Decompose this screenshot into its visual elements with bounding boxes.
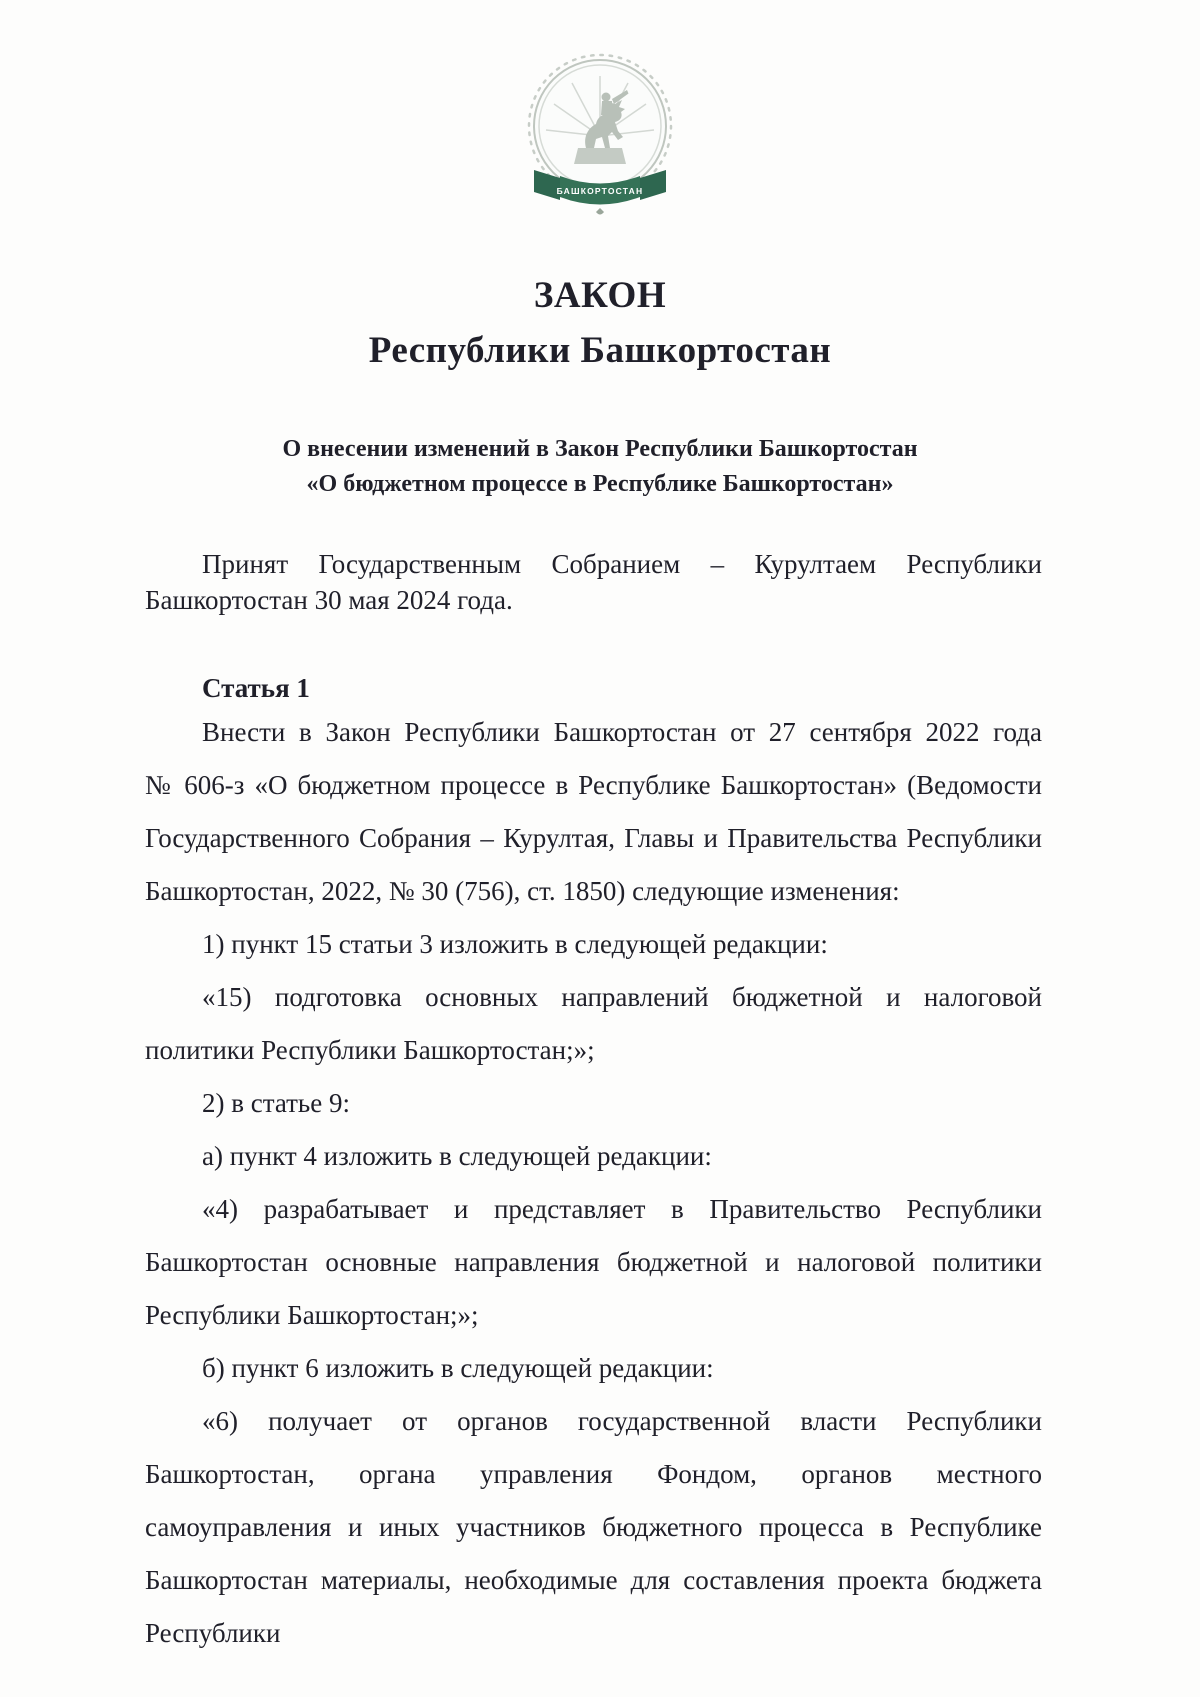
body-paragraph: Внести в Закон Республики Башкортостан от 27 сентября 2022 года № 606-з «О бюджетном процессе в Республике Башкортостан» (Ведомости Государственного Собрания – Курултая, Главы и Правительства Республики Башкортостан, 2022, № 30 (756), ст. 1850) следующие изменения: <box>145 717 1042 906</box>
body-paragraph: «15) подготовка основных направлений бюджетной и налоговой политики Республики Башкортостан;»; <box>145 982 1042 1065</box>
article-1-heading: Статья 1 <box>202 673 310 703</box>
body-paragraph: б) пункт 6 изложить в следующей редакции: <box>202 1353 714 1383</box>
body-paragraph: «6) получает от органов государственной власти Республики Башкортостан, органа управления Фондом, органов местного самоуправления и иных участников бюджетного процесса в Республике Башкортостан материалы, необходимые для составления проекта бюджета Республики <box>145 1406 1042 1648</box>
emblem-banner-text: БАШКОРТОСТАН <box>556 186 644 196</box>
body-paragraph: 2) в статье 9: <box>202 1088 350 1118</box>
document-body <box>145 546 1042 1660</box>
law-title <box>0 268 1200 378</box>
law-subtitle <box>0 432 1200 502</box>
law-subtitle-line1: О внесении изменений в Закон Республики Башкортостан <box>282 436 918 462</box>
body-paragraph: «4) разрабатывает и представляет в Правительство Республики Башкортостан основные направления бюджетной и налоговой политики Республики Башкортостан;»; <box>145 1194 1042 1330</box>
body-paragraph: 1) пункт 15 статьи 3 изложить в следующей редакции: <box>202 929 828 959</box>
coat-of-arms <box>521 50 679 218</box>
body-paragraph: а) пункт 4 изложить в следующей редакции: <box>202 1141 712 1171</box>
law-title-line1: ЗАКОН <box>533 275 667 316</box>
law-subtitle-line2: «О бюджетном процессе в Республике Башкортостан» <box>306 471 894 497</box>
adopted-clause: Принят Государственным Собранием – Курултаем Республики Башкортостан 30 мая 2024 года. <box>145 549 1042 615</box>
law-title-line2: Республики Башкортостан <box>368 330 832 371</box>
